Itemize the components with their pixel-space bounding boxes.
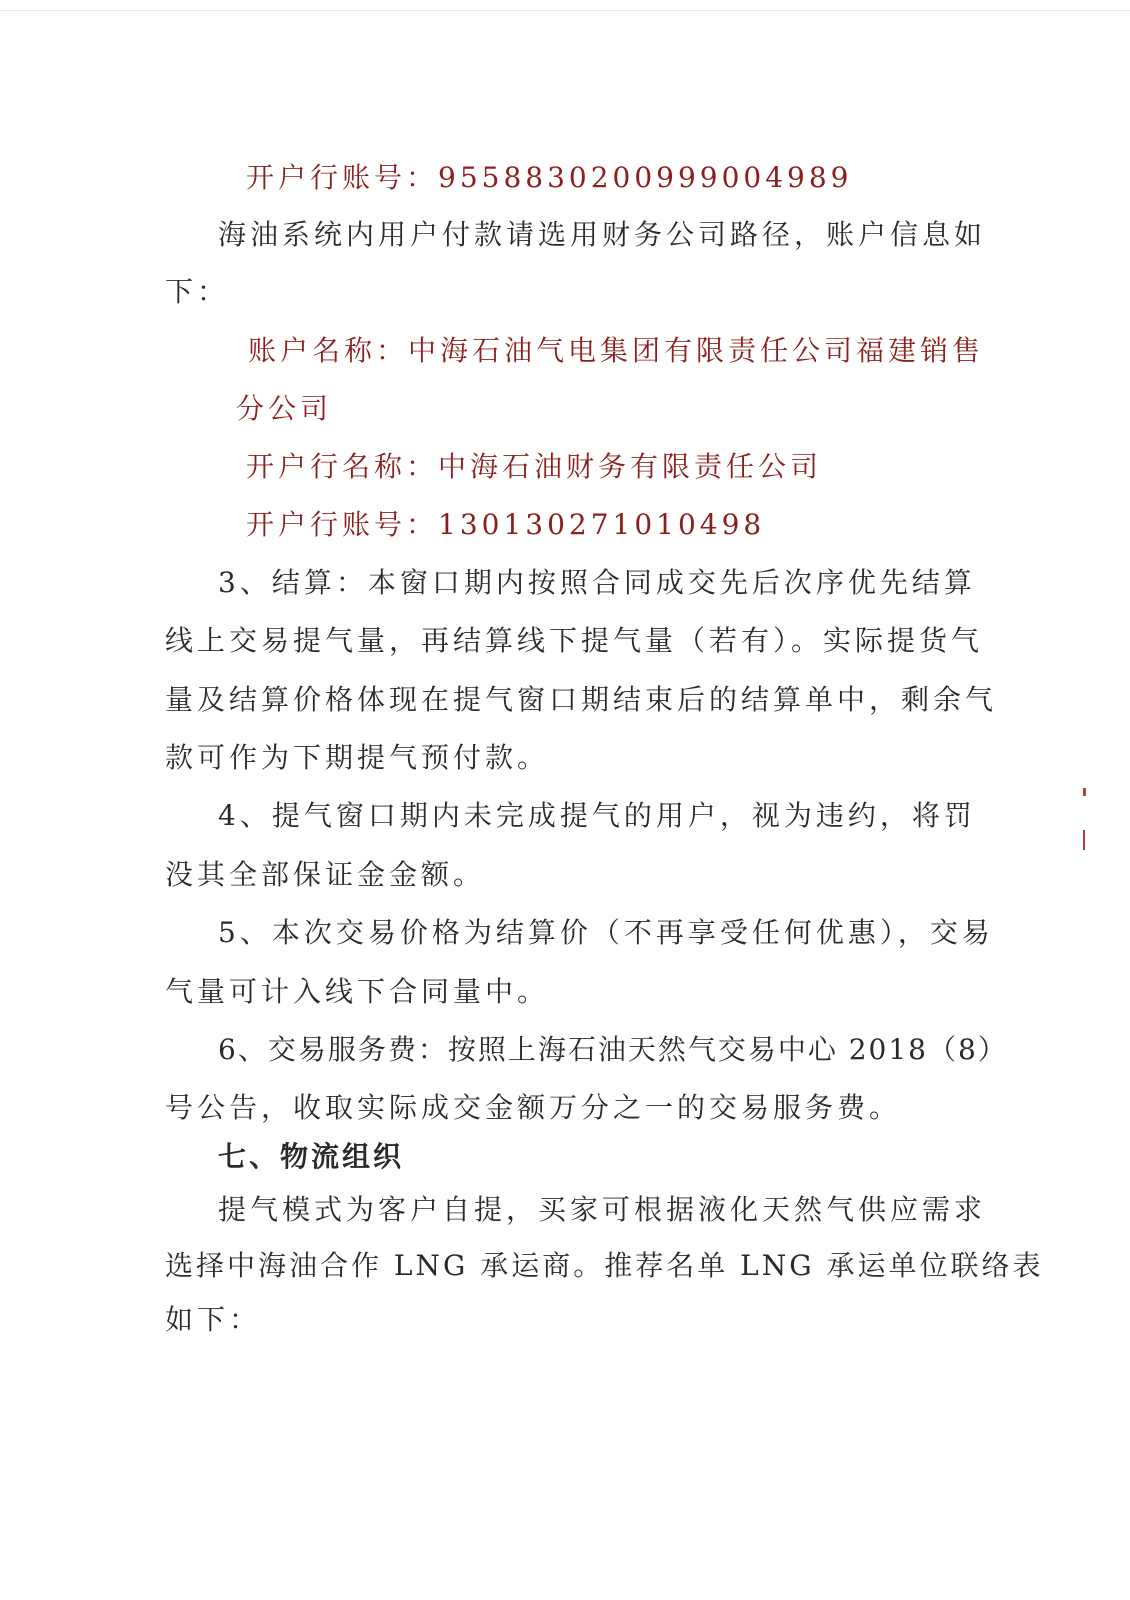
bank-account-number-2: 开户行账号：130130271010498 [246, 508, 766, 541]
item-5-price-l2: 气量可计入线下合同量中。 [165, 975, 550, 1008]
item-6-service-fee: 6、交易服务费：按照上海石油天然气交易中心 2018（8） [218, 1033, 1008, 1066]
item-4-default-l2: 没其全部保证金金额。 [165, 858, 486, 891]
account-name-cont: 分公司 [236, 392, 333, 425]
scan-edge [0, 10, 1130, 11]
item-3-settlement-l3: 量及结算价格体现在提气窗口期结束后的结算单中，剩余气 [165, 683, 998, 716]
account-name: 账户名称：中海石油气电集团有限责任公司福建销售 [248, 334, 985, 367]
item-3-settlement-l4: 款可作为下期提气预付款。 [165, 741, 550, 774]
item-3-settlement: 3、结算：本窗口期内按照合同成交先后次序优先结算 [218, 566, 976, 599]
scan-mark [1083, 788, 1086, 796]
item-6-service-fee-l2: 号公告，收取实际成交金额万分之一的交易服务费。 [165, 1091, 902, 1124]
item-5-price: 5、本次交易价格为结算价（不再享受任何优惠），交易 [218, 916, 994, 949]
item-4-default: 4、提气窗口期内未完成提气的用户，视为违约，将罚 [218, 799, 976, 832]
bank-account-number-1: 开户行账号：9558830200999004989 [246, 161, 853, 194]
section-7-heading: 七、物流组织 [218, 1140, 405, 1173]
paragraph-internal-payment-cont: 下： [165, 275, 230, 308]
bank-name: 开户行名称：中海石油财务有限责任公司 [246, 450, 823, 483]
scan-mark [1083, 830, 1085, 850]
paragraph-internal-payment: 海油系统内用户付款请选用财务公司路径，账户信息如 [218, 218, 987, 251]
section-7-paragraph-l2: 选择中海油合作 LNG 承运商。推荐名单 LNG 承运单位联络表 [165, 1249, 1044, 1282]
section-7-paragraph-l3: 如下： [165, 1303, 262, 1336]
item-3-settlement-l2: 线上交易提气量，再结算线下提气量（若有）。实际提货气 [165, 624, 984, 657]
section-7-paragraph: 提气模式为客户自提，买家可根据液化天然气供应需求 [218, 1193, 987, 1226]
